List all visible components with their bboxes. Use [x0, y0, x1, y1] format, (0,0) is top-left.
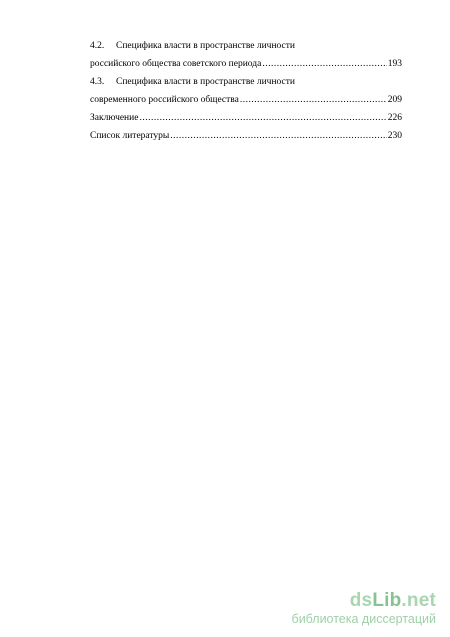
- toc-entry-4-3[interactable]: [90, 94, 402, 112]
- section-title: Заключение: [90, 113, 139, 123]
- logo-net: .net: [401, 590, 436, 611]
- page-number: 226: [387, 113, 402, 123]
- page-number: 209: [387, 95, 402, 105]
- section-title: Список литературы: [90, 131, 170, 141]
- leader-dots: [139, 112, 386, 125]
- section-title-line2: современного российского общества: [90, 95, 239, 105]
- leader-dots: [240, 94, 387, 107]
- watermark-subtitle: библиотека диссертаций: [291, 612, 436, 626]
- table-of-contents: [90, 40, 402, 148]
- section-title-line1: Специфика власти в пространстве личности: [116, 41, 295, 51]
- toc-entry-heading-4-2: [90, 40, 402, 58]
- toc-entry-4-2[interactable]: [90, 58, 402, 76]
- page-number: 230: [387, 131, 402, 141]
- dslib-logo: [292, 591, 436, 610]
- logo-ds: ds: [349, 590, 373, 611]
- leader-dots: [170, 130, 386, 143]
- dslib-watermark: [292, 591, 436, 627]
- toc-entry-bibliography[interactable]: [90, 130, 402, 148]
- section-number: 4.3.: [90, 77, 105, 87]
- logo-lib: Lib: [372, 590, 402, 611]
- section-number: 4.2.: [90, 41, 105, 51]
- section-title-line1: Специфика власти в пространстве личности: [116, 77, 295, 87]
- section-title-line2: российского общества советского периода: [90, 59, 262, 69]
- leader-dots: [262, 58, 386, 71]
- page-number: 193: [387, 59, 402, 69]
- toc-entry-conclusion[interactable]: [90, 112, 402, 130]
- toc-entry-heading-4-3: [90, 76, 402, 94]
